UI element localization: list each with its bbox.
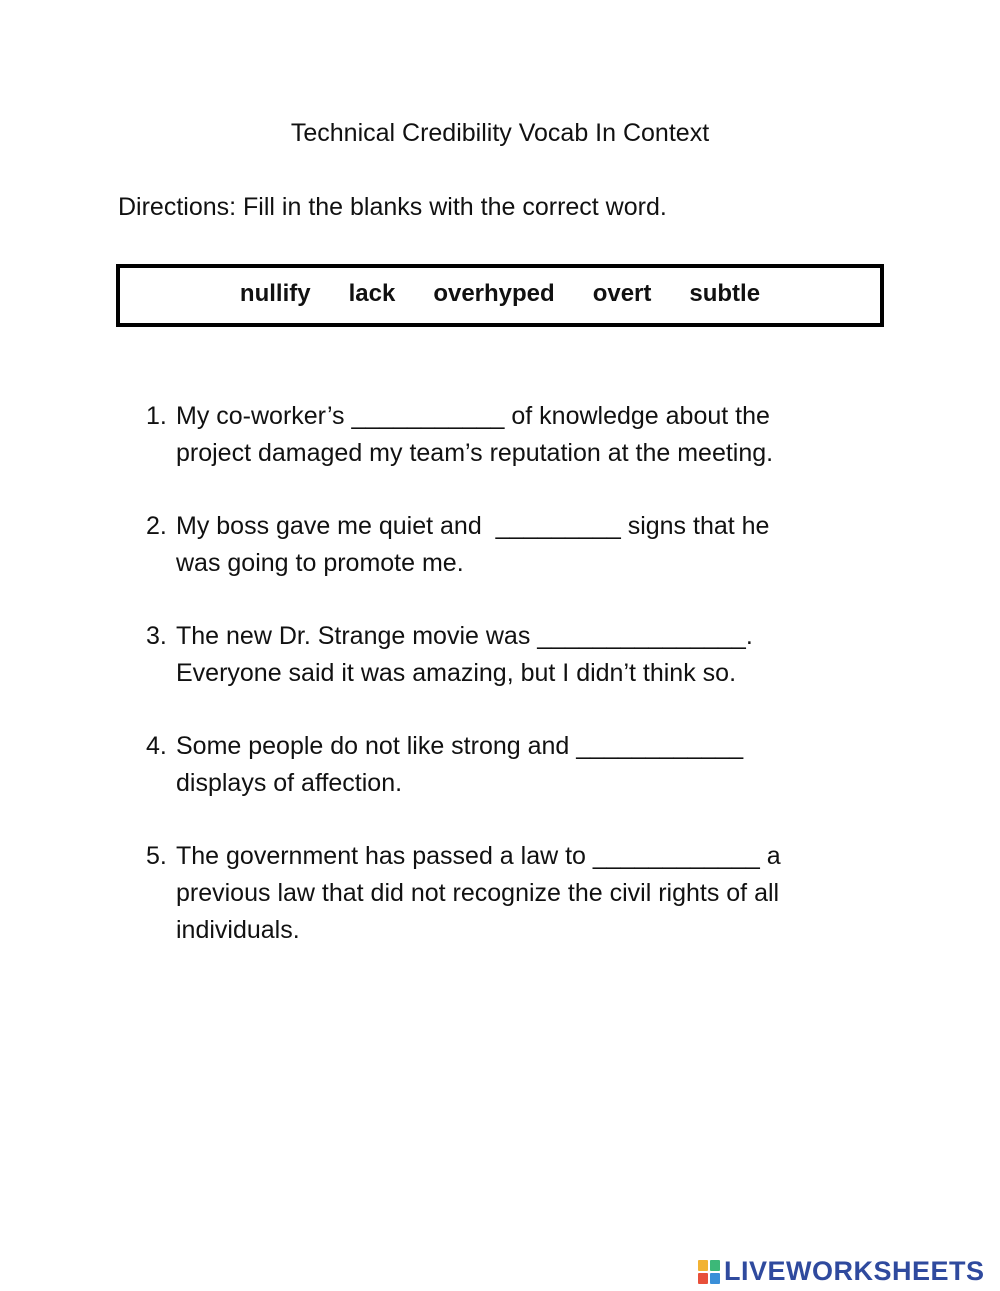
liveworksheets-logo-icon — [698, 1260, 720, 1284]
question-text: The new Dr. Strange movie was _______________. Everyone said it was amazing, but I didn’t think so. — [176, 622, 753, 687]
question-list — [146, 398, 866, 985]
question-item — [146, 398, 866, 472]
word-bank-item: lack — [348, 279, 396, 307]
question-text: Some people do not like strong and ____________ displays of affection. — [176, 732, 744, 797]
question-item — [146, 838, 866, 949]
question-number: 4. — [146, 732, 167, 760]
word-bank-item: subtle — [689, 279, 761, 307]
logo-mark-block — [698, 1273, 708, 1284]
question-text: My boss gave me quiet and _________ signs that he was going to promote me. — [176, 512, 770, 577]
liveworksheets-logo — [698, 1256, 985, 1287]
question-number: 2. — [146, 512, 167, 540]
question-number: 1. — [146, 402, 167, 430]
worksheet-title: Technical Credibility Vocab In Context — [290, 119, 710, 147]
word-bank-item: overhyped — [433, 279, 555, 307]
logo-mark-block — [698, 1260, 708, 1271]
question-text: The government has passed a law to ____________ a previous law that did not recognize the civil rights of all individuals. — [176, 842, 781, 944]
logo-text: LIVEWORKSHEETS — [724, 1256, 985, 1286]
question-item — [146, 728, 866, 802]
word-bank-item: overt — [592, 279, 652, 307]
word-bank — [116, 264, 884, 327]
question-text: My co-worker’s ___________ of knowledge about the project damaged my team’s reputation at the meeting. — [176, 402, 774, 467]
question-number: 3. — [146, 622, 167, 650]
question-number: 5. — [146, 842, 167, 870]
logo-mark-block — [710, 1273, 720, 1284]
directions-text: Directions: Fill in the blanks with the correct word. — [118, 193, 667, 221]
logo-mark-block — [710, 1260, 720, 1271]
question-item — [146, 618, 866, 692]
word-bank-item: nullify — [239, 279, 311, 307]
question-item — [146, 508, 866, 582]
